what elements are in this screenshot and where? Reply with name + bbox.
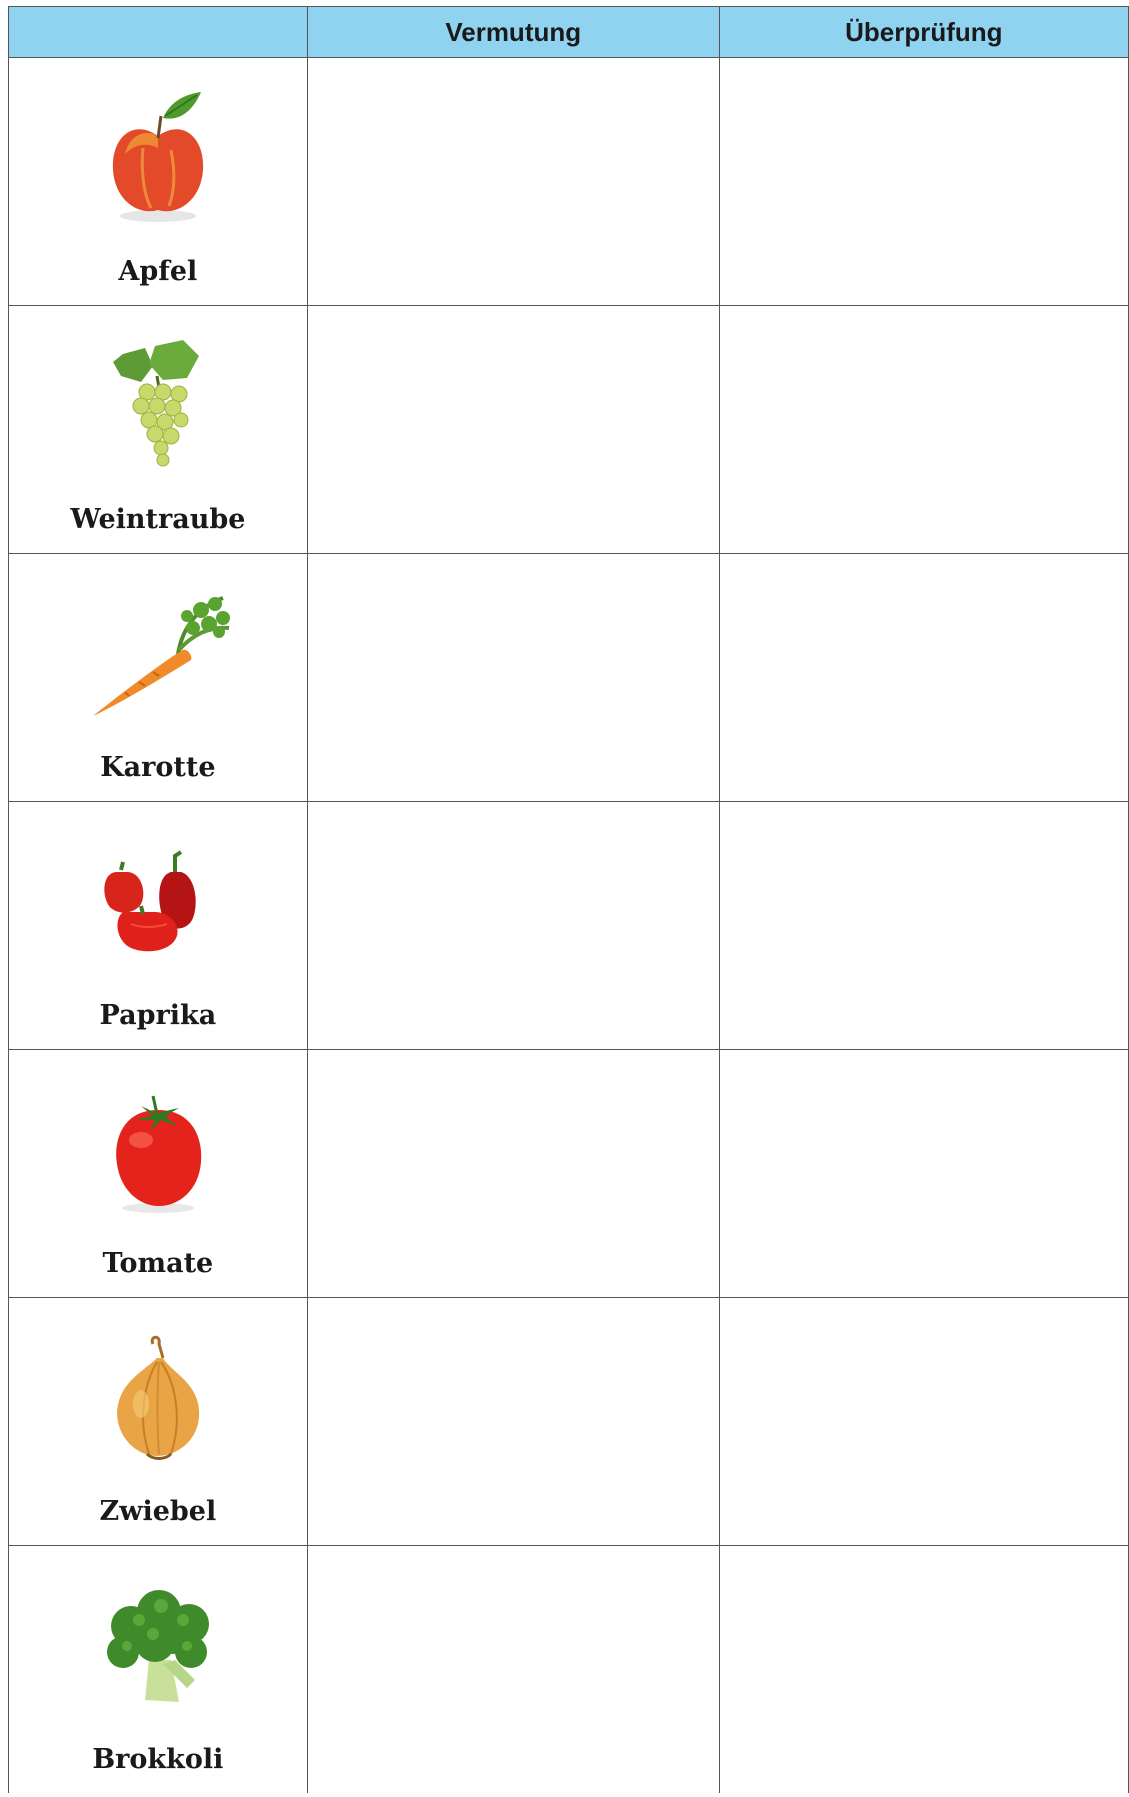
- table-row: [9, 802, 1129, 1050]
- check-cell[interactable]: [719, 58, 1128, 306]
- guess-cell[interactable]: [307, 1050, 719, 1298]
- onion-icon: [83, 1328, 233, 1468]
- item-label: Zwiebel: [99, 1496, 217, 1527]
- item-cell: [9, 58, 308, 306]
- apple-icon: [83, 88, 233, 228]
- guess-cell[interactable]: [307, 1298, 719, 1546]
- item-label: Brokkoli: [92, 1744, 224, 1775]
- item-cell: [9, 1298, 308, 1546]
- check-cell[interactable]: [719, 802, 1128, 1050]
- guess-cell[interactable]: [307, 554, 719, 802]
- check-cell[interactable]: [719, 1050, 1128, 1298]
- header-blank: [9, 7, 308, 58]
- item-cell: [9, 1050, 308, 1298]
- guess-cell[interactable]: [307, 802, 719, 1050]
- check-cell[interactable]: [719, 554, 1128, 802]
- bell-pepper-icon: [83, 832, 233, 972]
- item-label: Paprika: [99, 1000, 217, 1031]
- item-label: Karotte: [100, 752, 216, 783]
- vermutung-table: [8, 6, 1129, 1793]
- item-cell: [9, 306, 308, 554]
- table-row: [9, 306, 1129, 554]
- table-row: [9, 1546, 1129, 1794]
- check-cell[interactable]: [719, 1546, 1128, 1794]
- item-label: Tomate: [102, 1248, 214, 1279]
- table-row: [9, 1050, 1129, 1298]
- header-row: [9, 7, 1129, 58]
- header-vermutung: Vermutung: [307, 7, 719, 58]
- table-row: [9, 58, 1129, 306]
- guess-cell[interactable]: [307, 1546, 719, 1794]
- item-cell: [9, 554, 308, 802]
- header-ueberpruefung: Überprüfung: [719, 7, 1128, 58]
- table-row: [9, 554, 1129, 802]
- item-cell: [9, 802, 308, 1050]
- tomato-icon: [83, 1080, 233, 1220]
- check-cell[interactable]: [719, 306, 1128, 554]
- guess-cell[interactable]: [307, 306, 719, 554]
- grapes-icon: [83, 336, 233, 476]
- check-cell[interactable]: [719, 1298, 1128, 1546]
- guess-cell[interactable]: [307, 58, 719, 306]
- item-label: Weintraube: [70, 504, 246, 535]
- item-label: Apfel: [118, 256, 198, 287]
- carrot-icon: [83, 584, 233, 724]
- broccoli-icon: [83, 1576, 233, 1716]
- item-cell: [9, 1546, 308, 1794]
- table-row: [9, 1298, 1129, 1546]
